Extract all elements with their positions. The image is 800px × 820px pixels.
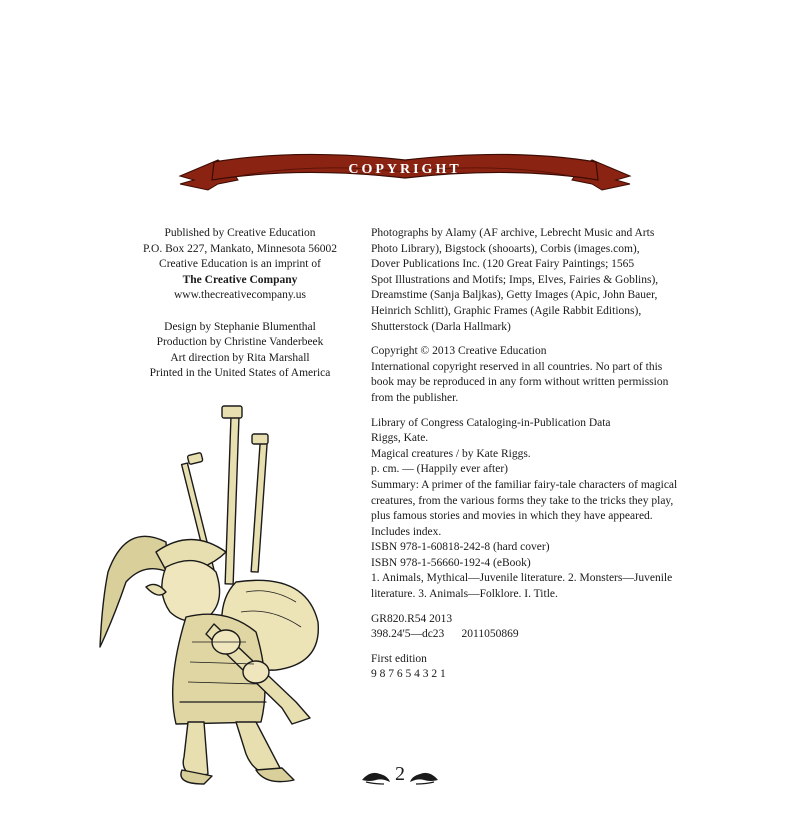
copyright-details xyxy=(371,226,701,692)
copyright-notice xyxy=(371,344,701,406)
imprint-line: Creative Education is an imprint of xyxy=(159,258,321,271)
right-flourish-icon xyxy=(408,766,440,786)
copyright-line: from the publisher. xyxy=(371,391,459,404)
publisher-line: Published by Creative Education xyxy=(164,227,316,239)
goblin-bagpiper-illustration xyxy=(96,402,336,787)
cip-line: p. cm. — (Happily ever after) xyxy=(371,463,508,476)
photo-credit-line: Dover Publications Inc. (120 Great Fairy Paintings; 1565 xyxy=(371,258,635,271)
cip-data xyxy=(371,416,701,603)
copyright-line: book may be reproduced in any form without written permission xyxy=(371,376,669,389)
photo-credit-line: Photo Library), Bigstock (shooarts), Corbis (images.com), xyxy=(371,242,640,255)
cip-line: literature. 3. Animals—Folklore. I. Title. xyxy=(371,588,558,601)
copyright-line: International copyright reserved in all countries. No part of this xyxy=(371,360,663,373)
cip-line: ISBN 978-1-60818-242-8 (hard cover) xyxy=(371,541,550,554)
publisher-credits xyxy=(120,226,360,382)
publisher-website: www.thecreativecompany.us xyxy=(174,289,306,302)
printing-line: 9 8 7 6 5 4 3 2 1 xyxy=(371,668,446,681)
cip-line: 1. Animals, Mythical—Juvenile literature. 2. Monsters—Juvenile xyxy=(371,572,673,585)
classification xyxy=(371,612,701,643)
cip-line: plus famous stories and movies in which they have appeared. xyxy=(371,510,653,523)
production-credit: Production by Christine Vanderbeek xyxy=(156,336,324,349)
cip-line: Magical creatures / by Kate Riggs. xyxy=(371,447,531,460)
cip-line: creatures, from the various forms they take to the tricks they play, xyxy=(371,494,674,507)
art-direction-credit: Art direction by Rita Marshall xyxy=(170,351,310,364)
cip-line: Library of Congress Cataloging-in-Publication Data xyxy=(371,416,611,429)
photo-credit-line: Shutterstock (Darla Hallmark) xyxy=(371,320,511,333)
photo-credit-line: Heinrich Schlitt), Graphic Frames (Agile Rabbit Editions), xyxy=(371,304,642,317)
page-folio xyxy=(352,762,448,788)
copyright-line: Copyright © 2013 Creative Education xyxy=(371,345,547,358)
design-credit: Design by Stephanie Blumenthal xyxy=(164,320,316,333)
edition-info xyxy=(371,652,701,683)
cip-line: ISBN 978-1-56660-192-4 (eBook) xyxy=(371,556,531,569)
imprint-name: The Creative Company xyxy=(182,273,298,286)
photo-credit-line: Photographs by Alamy (AF archive, Lebrecht Music and Arts xyxy=(371,227,655,239)
copyright-banner xyxy=(178,140,632,192)
photo-credits xyxy=(371,226,701,335)
edition-line: First edition xyxy=(371,652,427,665)
banner-title: COPYRIGHT xyxy=(348,162,462,177)
publisher-address: P.O. Box 227, Mankato, Minnesota 56002 xyxy=(143,242,337,255)
photo-credit-line: Spot Illustrations and Motifs; Imps, Elves, Fairies & Goblins), xyxy=(371,273,659,286)
photo-credit-line: Dreamstime (Sanja Baljkas), Getty Images (Apic, John Bauer, xyxy=(371,289,658,302)
classification-line: 398.24'5—dc23 2011050869 xyxy=(371,628,519,641)
cip-line: Summary: A primer of the familiar fairy-tale characters of magical xyxy=(371,478,678,491)
cip-line: Includes index. xyxy=(371,525,442,538)
classification-line: GR820.R54 2013 xyxy=(371,612,453,625)
page-number: 2 xyxy=(395,763,405,785)
printed-in: Printed in the United States of America xyxy=(149,367,331,380)
cip-line: Riggs, Kate. xyxy=(371,432,429,445)
